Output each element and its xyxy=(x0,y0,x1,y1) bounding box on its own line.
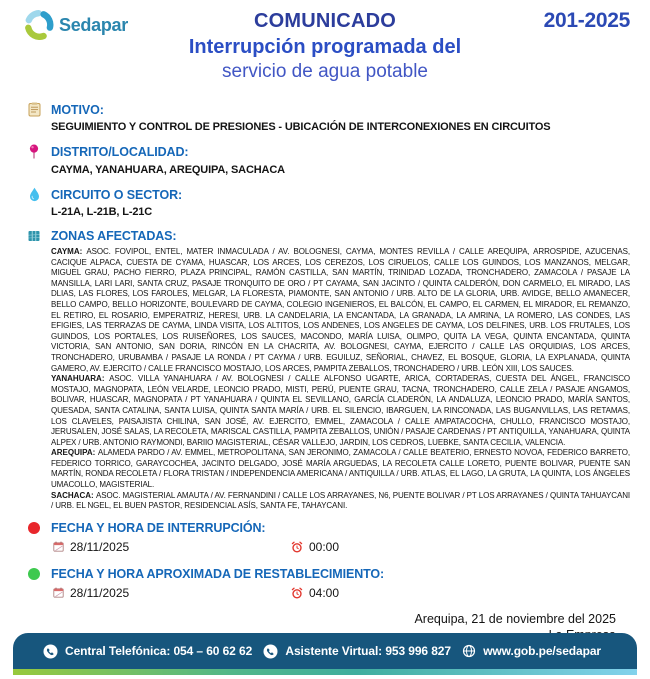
footer-assistant-item xyxy=(263,644,451,659)
footer-phone-item xyxy=(43,644,252,659)
zone-district-name: AREQUIPA: xyxy=(51,448,98,458)
section-interruption xyxy=(26,521,634,535)
motivo-label: MOTIVO: xyxy=(51,102,104,117)
zonas-label: ZONAS AFECTADAS: xyxy=(51,229,177,243)
restoration-label: FECHA Y HORA APROXIMADA DE RESTABLECIMIENTO: xyxy=(51,566,385,581)
assistant-phone-icon xyxy=(263,644,278,659)
footer-gradient-strip xyxy=(13,669,637,675)
circuito-label: CIRCUITO O SECTOR: xyxy=(51,187,183,202)
zone-paragraph: SACHACA: ASOC. MAGISTERIAL AMAUTA / AV. FERNANDINI / CALLE LOS ARRAYANES, N6, PUENTE BOLIVAR / PT LOS ARRAYANES / QUINTA TAHUAYCANI / URB. EL NGEL, EL BUEN PASTOR, RESIDENCIAL ASÍS, SANTA FE, TAHAYCANI. xyxy=(51,490,630,511)
section-distrito xyxy=(26,144,634,160)
section-zonas xyxy=(26,229,634,243)
alarm-clock-icon xyxy=(291,541,303,553)
document-number: 201-2025 xyxy=(543,9,630,32)
motivo-value: SEGUIMIENTO Y CONTROL DE PRESIONES - UBICACIÓN DE INTERCONEXIONES EN CIRCUITOS xyxy=(51,121,551,133)
map-icon xyxy=(26,230,42,242)
interruption-label: FECHA Y HORA DE INTERRUPCIÓN: xyxy=(51,520,266,535)
calendar-icon xyxy=(53,541,64,552)
phone-icon xyxy=(43,644,58,659)
restoration-date-cell xyxy=(53,586,291,600)
red-dot-icon xyxy=(26,522,42,534)
header xyxy=(0,0,650,92)
section-motivo xyxy=(26,102,634,117)
page-title: COMUNICADO xyxy=(254,10,396,32)
restoration-date: 28/11/2025 xyxy=(70,585,130,600)
interruption-date: 28/11/2025 xyxy=(70,539,130,554)
zones-paragraphs xyxy=(51,247,630,512)
footer-website-label: www.gob.pe/sedapar xyxy=(483,644,601,658)
zone-district-name: SACHACA: xyxy=(51,490,96,500)
interruption-time-cell xyxy=(291,540,339,554)
circuito-value: L-21A, L-21B, L-21C xyxy=(51,206,153,218)
water-drop-icon xyxy=(26,187,42,202)
interruption-datetime-row xyxy=(53,540,634,554)
footer-bar xyxy=(13,633,637,669)
alarm-clock-icon xyxy=(291,587,303,599)
restoration-datetime-row xyxy=(53,586,634,600)
green-dot-icon xyxy=(26,568,42,580)
footer-phone-label: Central Telefónica: 054 – 60 62 62 xyxy=(65,644,253,658)
distrito-value: CAYMA, YANAHUARA, AREQUIPA, SACHACA xyxy=(51,164,285,176)
map-pin-icon xyxy=(26,144,42,160)
footer xyxy=(13,633,637,675)
distrito-label: DISTRITO/LOCALIDAD: xyxy=(51,145,189,159)
restoration-time-cell xyxy=(291,586,339,600)
section-circuito xyxy=(26,187,634,202)
signature-place-date: Arequipa, 21 de noviembre del 2025 xyxy=(414,611,616,626)
calendar-icon xyxy=(53,587,64,598)
zone-paragraph: AREQUIPA: ALAMEDA PARDO / AV. EMMEL, METROPOLITANA, SAN JERONIMO, ZAMACOLA / CALLE BEATERIO, ERNESTO NOVOA, FEDERICO BARRETO, FEDERICO TORRICO, GARAYCOCHEA, JACINTO DELGADO, JOSÉ MARÍA ARGUEDAS, LA RECOLETA CALLE LORETO, PUENTE BOLIVAR, PUENTE SAN MARTÍN, RONDA RECOLETA / FLORA TRISTAN / INDEPENDENCIA AMERICANA / ANTIQUILLA / URB. ATLAS, EL LAGO, LA GRUTA, LA QUINTA, LOS ÁNGELES UMACOLLO, MAGISTERIAL. xyxy=(51,448,630,490)
footer-website-link[interactable] xyxy=(462,644,601,658)
zone-paragraph: YANAHUARA: ASOC. VILLA YANAHUARA / AV. BOLOGNESI / CALLE ALFONSO UGARTE, ARICA, CORTADERAS, CUESTA DEL ÁNGEL, FRANCISCO MOSTAJO, MAGNOPATA, LEÓN VELARDE, LEONCIO PRADO, MISTI, PERÚ, PUENTE GRAU, TACNA, TRONCHADERO, CALLE ZELA / PASAJE ANGAMOS, BOLIVAR, HUASCAR, MAGNOPATA / PT YANAHUARA / QUINTA EL SEVILLANO, GARCÍA CLADERÓN, LA ANDALUZA, LEONCIO PRADO, MARÍA SANTOS, QUESADA, SANTA CATALINA, SANTA LUISA, QUINTA SANTA MARÍA / URB. EL SILENCIO, IBARGUEN, LA RINCONADA, LAS BUGANVILLAS, LAS RETAMAS, LOS CLAVELES, PAISAJISTA CHILINA, SAN JOSÉ, AV. EJERCITO, EMMEL, ZAMACOLA / CALLE AMPATACOCHA, CHULLO, FRANCISCO MOSTAJO, JERUSALEN, JOSÉ SALAS, LA RECOLETA, MARISCAL CASTILLA, PAMPITA ZEBALLOS, UNIÓN / PASAJE CARDENAS / PT ANTIQUILLA, YANAHUARA, QUINTA ALPEX / URB. ANTONIO RAYMONDI, BARIIO MAGISTERIAL, CÉSAR VALLEJO, JARDIN, LOS CEDROS, LUEBKE, SANTA CECILIA, VALENCIA. xyxy=(51,374,630,447)
zone-district-name: YANAHUARA: xyxy=(51,374,110,384)
notice-body xyxy=(0,92,650,643)
page-subtitle-line1: Interrupción programada del xyxy=(188,36,462,58)
zone-paragraph: CAYMA: ASOC. FOVIPOL, ENTEL, MATER INMACULADA / AV. BOLOGNESI, CAYMA, MONTES REVILLA / CALLE AREQUIPA, ARROSPIDE, AZUCENAS, CACIQUE ALPACA, CUESTA DE CYAMA, HUASCAR, LOS ARCES, LOS CEREZOS, LOS CIRUELOS, CALLE LOS GUINDOS, LOS MANZANOS, MELGAR, MIGUEL GRAU, PACHO FIERRO, PLAZA PRINCIPAL, RAMÓN CASTILLA, SAN MARTÍN, TRINIDAD LOZADA, TRONCHADERO, ZAMACOLA / PASAJE LA MANSILLA, LARI LARI, SANTA CRUZ, PASAJE TRONQUITO DE ORO / PT CAYAMA, SAN JACINTO / QUINTA CALDERÓN, DON CARMELO, EL MIRADO, LAS DLIAS, LAS FLORES, LOS FAROLES, MELGAR, LA FLORESTA, PIAMONTE, SAN ANTONIO / URB. ALTO DE LA GLORIA, URB. AVIDGE, BELLO AMANECER, BELLO CAMPO, BELLO HORIZONTE, BOULEVARD DE CAYMA, COLEGIO INGENIEROS, EL BALCÓN, EL CAMPO, EL CARMEN, EL MIRADOR, EL REMANZO, EL RETIRO, EL ROSARIO, EMPERATRIZ, HERESI, URB. LA CANDELARIA, LA ENCANTADA, LA GRANADA, LA AMRINA, LA ROMERO, LAS CONDES, LAS EFIGIES, LAS TERRAZAS DE CAYMA, LINDA VISITA, LOS ALTITOS, LOS ANDENES, LOS ANGELES DE CAYMA, LOS DELFINES, URB. LOS FRUTALES, LOS GUINDOS, LOS PORTALES, LOS RUISEÑORES, LOS SAUCES, MACONDO, MARÍA LUISA, OLIMPO, QUITA LA VEGA, QUINTA ENCANTADA, QUINTA VICTORIA, SAN ANTONIO, SAN DORIA, RINCÓN EN LA CHACRITA, AV. BOLOGNESI, CAYMA, EJERCITO / CALLE LAS ORQUIDIAS, LOS ARCES, TRONCHADERO, URUBAMBA / PASAJE LA RONDA / PT CAYMA / URB. EGUILUZ, SEÑORIAL, CHAVEZ, EL BOSQUE, GLORIA, LA EXPLANADA, QUINTA GAMERO, AV. EJERCITO / CALLE FRANCISCO MOSTAJO, LOS ARCES, PAMPITA ZEBALLOS, TRONCHADERO / URB. LEÓN XIII, LOS SAUCES. xyxy=(51,247,630,373)
interruption-time: 00:00 xyxy=(309,539,340,554)
notepad-icon xyxy=(26,102,42,117)
zone-district-name: CAYMA: xyxy=(51,247,87,256)
page-subtitle-line2: servicio de agua potable xyxy=(222,61,428,82)
globe-icon xyxy=(462,644,476,658)
restoration-time: 04:00 xyxy=(309,585,340,600)
brand-name: Sedapar xyxy=(59,14,128,35)
sedapar-logo xyxy=(24,10,128,40)
footer-assistant-label: Asistente Virtual: 953 996 827 xyxy=(285,644,451,658)
interruption-date-cell xyxy=(53,540,291,554)
sedapar-logo-icon xyxy=(24,10,54,40)
section-restoration xyxy=(26,567,634,581)
